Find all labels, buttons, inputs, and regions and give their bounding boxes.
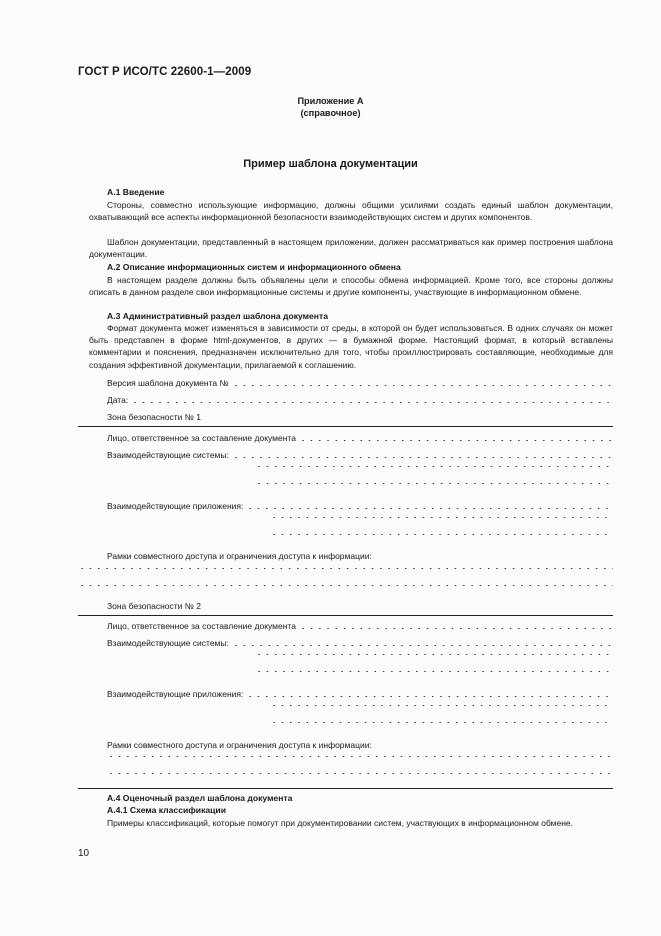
section-a2-heading: А.2 Описание информационных систем и информационного обмена [107,262,401,272]
zone-2-apps-row [107,688,613,700]
section-a4-heading: А.4 Оценочный раздел шаблона документа [107,793,293,803]
zone-1-systems-line-2 [255,466,613,469]
fill-dots [246,696,613,697]
fill-dots [255,671,613,672]
section-a3-heading: А.3 Административный раздел шаблона документа [107,311,328,321]
responsible-label: Лицо, ответственное за составление документа [107,621,296,631]
zone-1-access-line-1 [78,568,613,571]
section-a1-heading: А.1 Введение [107,187,165,197]
fill-dots [255,654,613,655]
annex-title: Приложение А [297,96,364,106]
zone-1-systems-line-3 [255,483,613,486]
fill-dots [107,756,613,757]
zone-1-responsible-row [107,432,613,444]
zone-2-systems-row [107,637,613,649]
section-a2-paragraph: В настоящем разделе должны быть объявлены цели и способы обмена информацией. Кроме того, все стороны должны описать в данном разделе свои информационные системы и другие компоненты, участвующие в информационном обмене. [89,275,613,298]
zone-1-apps-row [107,500,613,512]
zone-2-apps-line-3 [270,722,613,725]
fill-dots [299,440,613,441]
standard-header: ГОСТ Р ИСО/ТС 22600-1—2009 [78,66,252,78]
fill-dots [78,585,613,586]
section-a41-paragraph: Примеры классификаций, которые помогут при документировании систем, участвующих в информационном обмене. [107,818,573,828]
systems-label: Взаимодействующие системы: [107,638,229,648]
form-end-divider [78,788,613,789]
form-date-row [107,394,613,406]
responsible-label: Лицо, ответственное за составление документа [107,433,296,443]
zone-1-divider [78,426,613,427]
fill-dots [270,517,613,518]
zone-1-label: Зона безопасности № 1 [107,412,201,422]
form-version-label: Версия шаблона документа № [107,378,229,388]
fill-dots [131,402,613,403]
fill-dots [107,773,613,774]
zone-1-access-label: Рамки совместного доступа и ограничения доступа к информации: [107,551,372,561]
fill-dots [232,385,613,386]
zone-1-systems-row [107,449,613,461]
zone-2-access-line-2 [107,773,613,776]
fill-dots [299,628,613,629]
zone-2-access-label: Рамки совместного доступа и ограничения доступа к информации: [107,740,372,750]
zone-2-access-line-1 [107,756,613,759]
fill-dots [78,568,613,569]
zone-2-systems-line-3 [255,671,613,674]
fill-dots [270,722,613,723]
fill-dots [232,457,613,458]
fill-dots [255,483,613,484]
zone-2-apps-line-2 [270,705,613,708]
zone-1-apps-line-3 [270,534,613,537]
section-a1-paragraph-2: Шаблон документации, представленный в настоящем приложении, должен рассматриваться как пример построения шаблона документации. [89,237,613,260]
form-version-row [107,377,613,389]
zone-1-apps-line-2 [270,517,613,520]
apps-label: Взаимодействующие приложения: [107,501,244,511]
zone-1-access-line-2 [78,585,613,588]
fill-dots [255,466,613,467]
annex-note: (справочное) [300,108,361,118]
fill-dots [246,508,613,509]
fill-dots [232,645,613,646]
fill-dots [270,534,613,535]
section-a3-paragraph: Формат документа может изменяться в зависимости от среды, в которой он будет использоваться. В одних случаях он может быть представлен в форме html-документов, в других — в бумажной форме. Настоящий формат, в который вставлены комментарии и пояснения, предназначен исключительно для того, чтобы проиллюстрировать составляющие, необходимые для создания эффективной документации, прилагаемой к соглашению. [89,323,613,370]
page-number: 10 [78,848,90,859]
systems-label: Взаимодействующие системы: [107,450,229,460]
zone-2-divider [78,615,613,616]
form-date-label: Дата: [107,395,129,405]
zone-2-responsible-row [107,620,613,632]
section-a1-paragraph-1: Стороны, совместно использующие информацию, должны общими усилиями создать единый шаблон документации, охватывающий все аспекты информационной безопасности взаимодействующих систем и других компонентов. [89,200,613,223]
document-title: Пример шаблона документации [243,158,418,170]
apps-label: Взаимодействующие приложения: [107,689,244,699]
section-a41-heading: А.4.1 Схема классификации [107,805,226,815]
zone-2-systems-line-2 [255,654,613,657]
zone-2-label: Зона безопасности № 2 [107,601,201,611]
fill-dots [270,705,613,706]
